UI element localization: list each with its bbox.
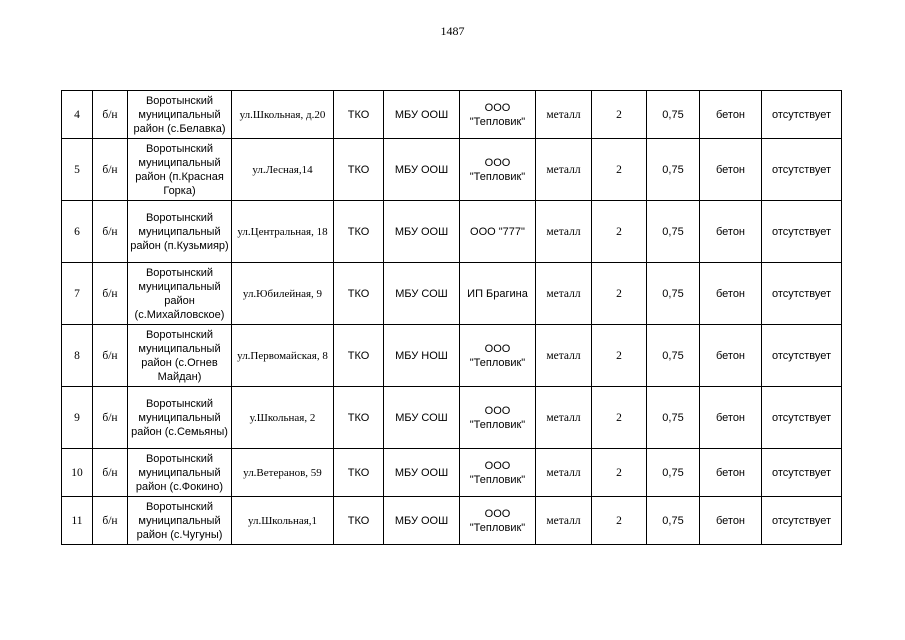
container-count-cell: 2 [592,387,647,449]
row-number-cell: 4 [62,91,93,139]
operator-cell [460,139,536,201]
operator-cell-line: "Тепловик" [469,356,526,369]
registry-id-cell: б/н [93,91,128,139]
operator-cell [460,201,536,263]
waste-type-cell: ТКО [334,325,384,387]
operator-cell-line: "Тепловик" [469,115,526,128]
district-cell-line: Воротынский [145,142,214,155]
address-cell: ул.Школьная,1 [232,497,334,545]
district-cell-line: Воротынский [145,211,214,224]
container-sites-table [61,90,842,545]
owner-cell: МБУ ООШ [384,497,460,545]
owner-cell: МБУ ООШ [384,201,460,263]
fence-cell: отсутствует [762,325,842,387]
district-cell [128,497,232,545]
waste-type-cell: ТКО [334,387,384,449]
district-cell-line: Майдан) [157,370,202,383]
district-cell-line: муниципальный [138,108,221,121]
address-cell: ул.Ветеранов, 59 [232,449,334,497]
container-volume-cell: 0,75 [647,449,700,497]
row-number-cell: 11 [62,497,93,545]
registry-id-cell: б/н [93,201,128,263]
address-cell: ул.Школьная, д.20 [232,91,334,139]
fence-cell: отсутствует [762,139,842,201]
table-row [62,497,842,545]
waste-type-cell: ТКО [334,201,384,263]
district-cell [128,139,232,201]
base-type-cell: бетон [700,497,762,545]
district-cell-line: район (с.Белавка) [133,122,226,135]
material-cell: металл [536,497,592,545]
operator-cell [460,387,536,449]
operator-cell [460,449,536,497]
district-cell-line: район (с.Семьяны) [131,425,228,438]
base-type-cell: бетон [700,139,762,201]
page-number: 1487 [440,24,465,38]
container-volume-cell: 0,75 [647,91,700,139]
fence-cell: отсутствует [762,263,842,325]
registry-id-cell: б/н [93,325,128,387]
operator-cell-line: ИП Брагина [467,287,528,300]
district-cell-line: муниципальный [138,225,221,238]
row-number-cell: 7 [62,263,93,325]
registry-id-cell: б/н [93,263,128,325]
owner-cell: МБУ СОШ [384,263,460,325]
district-cell-line: Воротынский [145,397,214,410]
fence-cell: отсутствует [762,91,842,139]
district-cell [128,91,232,139]
district-cell [128,449,232,497]
district-cell [128,201,232,263]
container-volume-cell: 0,75 [647,387,700,449]
district-cell [128,387,232,449]
container-volume-cell: 0,75 [647,139,700,201]
owner-cell: МБУ СОШ [384,387,460,449]
table-row [62,449,842,497]
fence-cell: отсутствует [762,201,842,263]
material-cell: металл [536,139,592,201]
address-cell: ул.Центральная, 18 [232,201,334,263]
container-count-cell: 2 [592,325,647,387]
base-type-cell: бетон [700,325,762,387]
container-volume-cell: 0,75 [647,263,700,325]
owner-cell: МБУ ООШ [384,139,460,201]
container-volume-cell: 0,75 [647,325,700,387]
district-cell-line: муниципальный [138,411,221,424]
district-cell-line: (с.Михайловское) [134,308,225,321]
operator-cell-line: ООО [484,342,511,355]
container-count-cell: 2 [592,139,647,201]
container-volume-cell: 0,75 [647,497,700,545]
registry-id-cell: б/н [93,387,128,449]
operator-cell-line: "Тепловик" [469,170,526,183]
registry-id-cell: б/н [93,449,128,497]
row-number-cell: 5 [62,139,93,201]
container-count-cell: 2 [592,449,647,497]
district-cell-line: район (п.Красная [135,170,224,183]
waste-type-cell: ТКО [334,139,384,201]
table-row [62,387,842,449]
district-cell-line: муниципальный [138,156,221,169]
material-cell: металл [536,263,592,325]
base-type-cell: бетон [700,449,762,497]
district-cell-line: муниципальный [138,514,221,527]
district-cell-line: район (с.Огнев [141,356,218,369]
operator-cell-line: "Тепловик" [469,418,526,431]
material-cell: металл [536,387,592,449]
district-cell-line: район [164,294,195,307]
waste-type-cell: ТКО [334,91,384,139]
fence-cell: отсутствует [762,387,842,449]
material-cell: металл [536,325,592,387]
row-number-cell: 8 [62,325,93,387]
row-number-cell: 6 [62,201,93,263]
operator-cell [460,263,536,325]
district-cell-line: Воротынский [145,452,214,465]
waste-type-cell: ТКО [334,497,384,545]
district-cell-line: Воротынский [145,94,214,107]
district-cell-line: район (с.Фокино) [135,480,224,493]
material-cell: металл [536,449,592,497]
operator-cell-line: ООО [484,156,511,169]
waste-type-cell: ТКО [334,449,384,497]
container-count-cell: 2 [592,201,647,263]
registry-id-cell: б/н [93,497,128,545]
row-number-cell: 10 [62,449,93,497]
operator-cell-line: ООО [484,507,511,520]
district-cell-line: Воротынский [145,500,214,513]
material-cell: металл [536,201,592,263]
base-type-cell: бетон [700,91,762,139]
container-volume-cell: 0,75 [647,201,700,263]
district-cell-line: муниципальный [138,342,221,355]
table-row [62,201,842,263]
district-cell-line: Горка) [163,184,196,197]
fence-cell: отсутствует [762,449,842,497]
district-cell-line: район (с.Чугуны) [136,528,223,541]
operator-cell-line: ООО [484,404,511,417]
operator-cell-line: "Тепловик" [469,473,526,486]
district-cell-line: Воротынский [145,328,214,341]
row-number-cell: 9 [62,387,93,449]
district-cell-line: район (п.Кузьмияр) [130,239,229,252]
table-row [62,139,842,201]
base-type-cell: бетон [700,201,762,263]
owner-cell: МБУ ООШ [384,91,460,139]
district-cell-line: Воротынский [145,266,214,279]
operator-cell [460,497,536,545]
table-row [62,91,842,139]
operator-cell-line: ООО [484,101,511,114]
registry-id-cell: б/н [93,139,128,201]
operator-cell-line: ООО "777" [470,225,525,238]
waste-type-cell: ТКО [334,263,384,325]
base-type-cell: бетон [700,387,762,449]
operator-cell-line: "Тепловик" [469,521,526,534]
container-count-cell: 2 [592,497,647,545]
address-cell: ул.Первомайская, 8 [232,325,334,387]
table-body [62,91,842,545]
district-cell [128,263,232,325]
owner-cell: МБУ НОШ [384,325,460,387]
operator-cell-line: ООО [484,459,511,472]
container-count-cell: 2 [592,263,647,325]
address-cell: ул.Юбилейная, 9 [232,263,334,325]
base-type-cell: бетон [700,263,762,325]
container-count-cell: 2 [592,91,647,139]
district-cell [128,325,232,387]
material-cell: металл [536,91,592,139]
table-row [62,325,842,387]
owner-cell: МБУ ООШ [384,449,460,497]
address-cell: у.Школьная, 2 [232,387,334,449]
district-cell-line: муниципальный [138,466,221,479]
address-cell: ул.Лесная,14 [232,139,334,201]
operator-cell [460,91,536,139]
fence-cell: отсутствует [762,497,842,545]
table-row [62,263,842,325]
district-cell-line: муниципальный [138,280,221,293]
operator-cell [460,325,536,387]
